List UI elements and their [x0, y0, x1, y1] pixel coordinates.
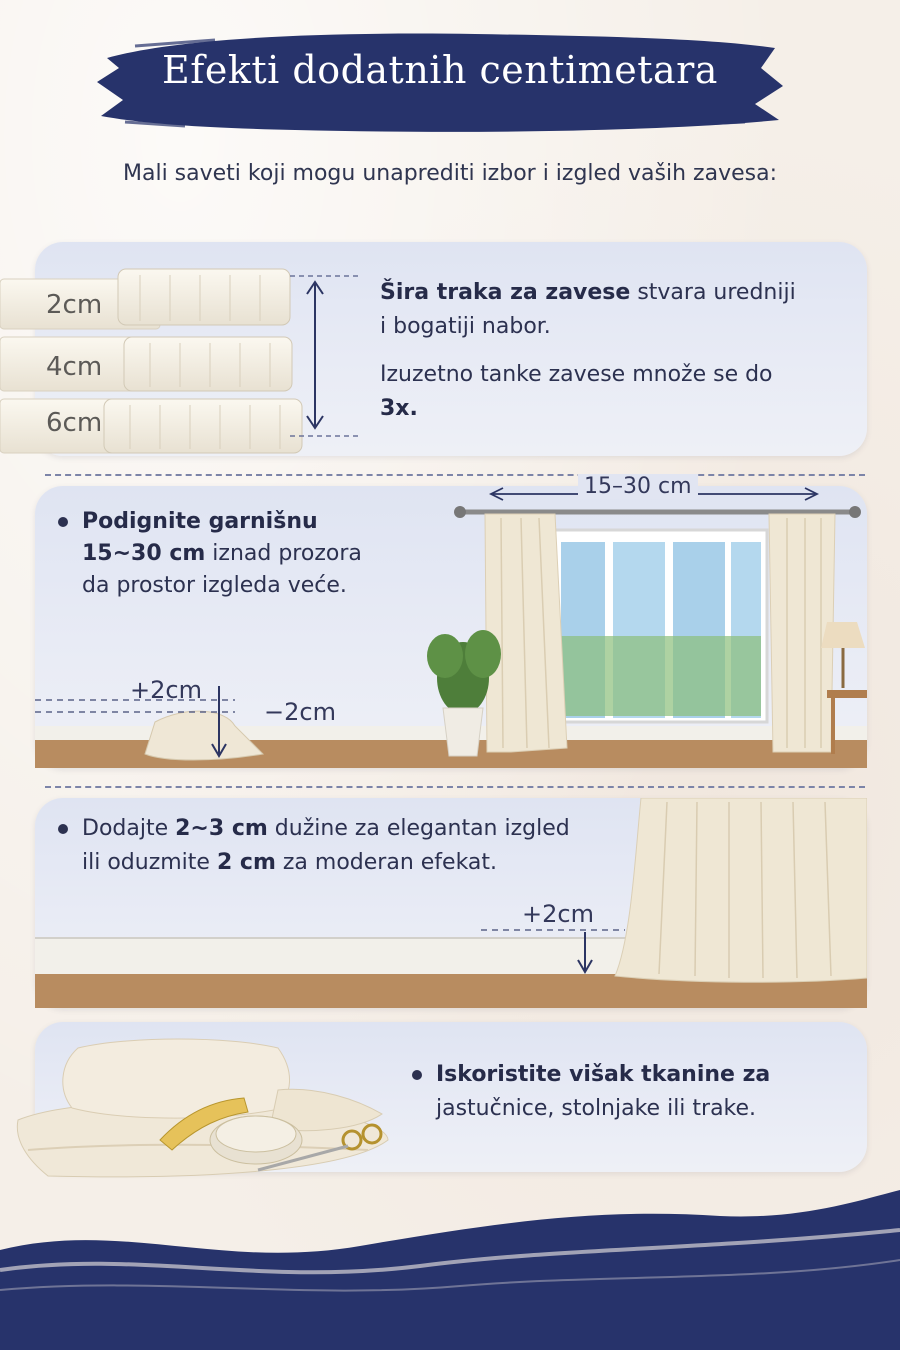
rod-tip-line1: Podignite garnišnu [82, 509, 318, 534]
fabric-tip-line2: jastučnice, stolnjake ili trake. [436, 1096, 757, 1121]
minus-2cm-label: −2cm [264, 698, 336, 726]
sheer-description [380, 358, 800, 426]
tape-label-2cm: 2cm [46, 290, 103, 320]
length-tip-part2: dužine za elegantan izgled [267, 816, 570, 841]
rod-tip-line2: iznad prozora [205, 541, 362, 566]
tape-label-4cm: 4cm [46, 352, 103, 382]
plus-2cm-label: +2cm [130, 676, 202, 704]
fabric-tip [412, 1058, 852, 1126]
length-tip-part1: Dodajte [82, 816, 176, 841]
fabric-tip-bold: Iskoristite višak tkanine [436, 1062, 735, 1087]
tape-text-rest: stvara uredniji i bogatiji nabor. [380, 280, 796, 339]
rod-tip-line3: da prostor izgleda veće. [82, 573, 347, 598]
page-title: Efekti dodatnih centimetara [162, 48, 718, 92]
length-tip-part3: ili oduzmite [82, 850, 217, 875]
rod-tip-range: 15~30 cm [82, 541, 206, 566]
footer-wave-decoration [0, 1190, 900, 1350]
tape-label-6cm: 6cm [46, 408, 103, 438]
tape-text-bold: Šira traka za zavese [380, 280, 631, 305]
length-tip-part4: za moderan efekat. [275, 850, 498, 875]
bullet-icon [58, 824, 68, 834]
tape-description [380, 276, 800, 344]
rod-tip [58, 506, 438, 602]
bullet-icon [412, 1070, 422, 1080]
length-tip-bold1: 2~3 cm [175, 816, 268, 841]
length-plus-2cm-label: +2cm [522, 900, 594, 928]
bullet-icon [58, 517, 68, 527]
tape-height-arrow [280, 270, 370, 442]
length-tip [58, 812, 658, 880]
length-tip-bold2: 2 cm [216, 850, 276, 875]
fabric-pile-illustration [8, 1030, 408, 1190]
sheer-text: Izuzetno tanke zavese množe se do [380, 362, 773, 387]
section-divider-1 [45, 474, 865, 476]
fabric-tip-za: za [734, 1062, 771, 1087]
sheer-multiplier: 3x. [380, 396, 418, 421]
section-divider-2 [45, 786, 865, 788]
rod-width-label: 15–30 cm [578, 474, 698, 499]
page-subtitle: Mali saveti koji mogu unaprediti izbor i izgled vaših zavesa: [123, 161, 777, 186]
